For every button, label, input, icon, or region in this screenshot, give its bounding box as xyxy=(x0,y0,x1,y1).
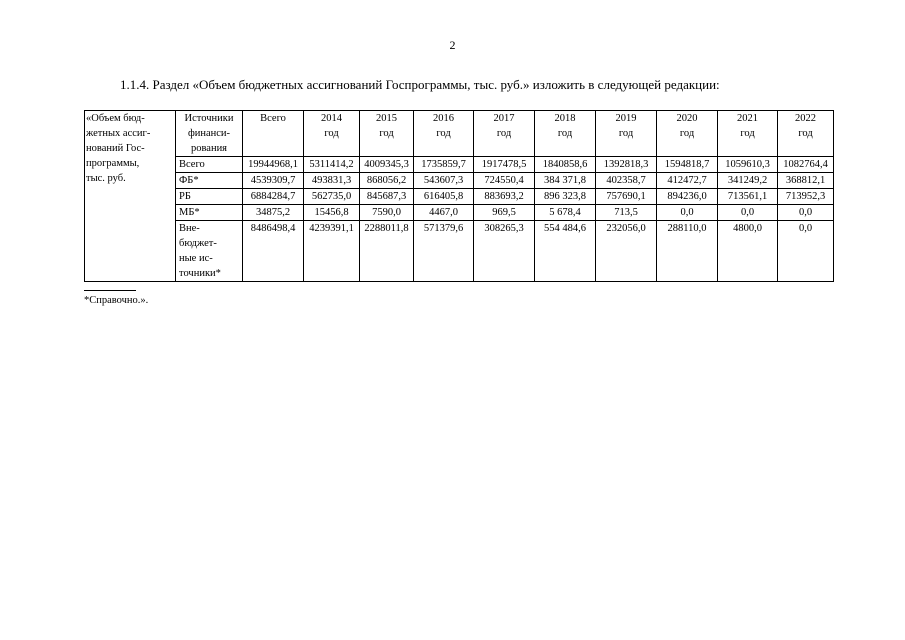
source-line: Вне- xyxy=(179,223,200,234)
value-cell: 724550,4 xyxy=(474,173,535,189)
value-cell: 0,0 xyxy=(657,205,718,221)
source-line: бюджет- xyxy=(179,238,217,249)
year-header-cell: 2015 год xyxy=(360,111,414,157)
year-header-cell: 2019 год xyxy=(596,111,657,157)
value-cell: 571379,6 xyxy=(414,221,474,282)
year-header-cell: 2022 год xyxy=(778,111,834,157)
value-cell: 0,0 xyxy=(778,221,834,282)
budget-description-cell xyxy=(85,111,176,282)
source-cell xyxy=(176,221,243,282)
value-cell: 894236,0 xyxy=(657,189,718,205)
footnote: *Справочно.». xyxy=(84,295,149,306)
value-cell: 1840858,6 xyxy=(535,157,596,173)
value-cell: 969,5 xyxy=(474,205,535,221)
value-cell: 4539309,7 xyxy=(243,173,304,189)
table-row xyxy=(85,221,834,282)
value-cell: 562735,0 xyxy=(304,189,360,205)
description-line: тыс. руб. xyxy=(86,173,126,184)
value-cell: 896 323,8 xyxy=(535,189,596,205)
value-cell: 0,0 xyxy=(718,205,778,221)
value-cell: 1392818,3 xyxy=(596,157,657,173)
source-header-cell xyxy=(176,111,243,157)
value-cell: 412472,7 xyxy=(657,173,718,189)
value-cell: 341249,2 xyxy=(718,173,778,189)
value-cell: 845687,3 xyxy=(360,189,414,205)
value-cell: 4009345,3 xyxy=(360,157,414,173)
value-cell: 1082764,4 xyxy=(778,157,834,173)
source-header-line: рования xyxy=(190,143,228,154)
table-row xyxy=(85,205,834,221)
value-cell: 543607,3 xyxy=(414,173,474,189)
footnote-divider xyxy=(84,290,136,291)
value-cell: 1594818,7 xyxy=(657,157,718,173)
value-cell: 713561,1 xyxy=(718,189,778,205)
year-header-cell: 2014 год xyxy=(304,111,360,157)
source-cell: МБ* xyxy=(176,205,243,221)
year-header-cell: 2016 год xyxy=(414,111,474,157)
total-header-cell: Всего xyxy=(243,111,304,157)
source-cell: РБ xyxy=(176,189,243,205)
value-cell: 402358,7 xyxy=(596,173,657,189)
budget-table xyxy=(84,110,834,282)
source-cell: ФБ* xyxy=(176,173,243,189)
value-cell: 8486498,4 xyxy=(243,221,304,282)
value-cell: 0,0 xyxy=(778,205,834,221)
year-header-cell: 2021 год xyxy=(718,111,778,157)
table-header-row xyxy=(85,111,834,157)
description-line: нований Гос- xyxy=(86,143,145,154)
value-cell: 616405,8 xyxy=(414,189,474,205)
source-line: точники* xyxy=(179,268,221,279)
source-line: ные ис- xyxy=(179,253,213,264)
value-cell: 757690,1 xyxy=(596,189,657,205)
value-cell: 713,5 xyxy=(596,205,657,221)
page-number: 2 xyxy=(449,38,456,52)
table-row xyxy=(85,157,834,173)
table-row xyxy=(85,173,834,189)
value-cell: 868056,2 xyxy=(360,173,414,189)
value-cell: 1735859,7 xyxy=(414,157,474,173)
value-cell: 493831,3 xyxy=(304,173,360,189)
value-cell: 368812,1 xyxy=(778,173,834,189)
value-cell: 19944968,1 xyxy=(243,157,304,173)
description-line: жетных ассиг- xyxy=(86,128,151,139)
source-header-line: финанси- xyxy=(187,128,231,139)
source-header-line: Источники xyxy=(184,113,234,124)
table-row xyxy=(85,189,834,205)
source-cell: Всего xyxy=(176,157,243,173)
value-cell: 4800,0 xyxy=(718,221,778,282)
value-cell: 34875,2 xyxy=(243,205,304,221)
value-cell: 288110,0 xyxy=(657,221,718,282)
value-cell: 2288011,8 xyxy=(360,221,414,282)
value-cell: 308265,3 xyxy=(474,221,535,282)
value-cell: 384 371,8 xyxy=(535,173,596,189)
value-cell: 883693,2 xyxy=(474,189,535,205)
year-header-cell: 2017 год xyxy=(474,111,535,157)
value-cell: 4239391,1 xyxy=(304,221,360,282)
value-cell: 554 484,6 xyxy=(535,221,596,282)
value-cell: 4467,0 xyxy=(414,205,474,221)
year-header-cell: 2018 год xyxy=(535,111,596,157)
year-header-cell: 2020 год xyxy=(657,111,718,157)
value-cell: 7590,0 xyxy=(360,205,414,221)
value-cell: 5 678,4 xyxy=(535,205,596,221)
value-cell: 1059610,3 xyxy=(718,157,778,173)
value-cell: 5311414,2 xyxy=(304,157,360,173)
value-cell: 15456,8 xyxy=(304,205,360,221)
description-line: программы, xyxy=(86,158,140,169)
value-cell: 6884284,7 xyxy=(243,189,304,205)
section-heading: 1.1.4. Раздел «Объем бюджетных ассигнований Госпрограммы, тыс. руб.» изложить в следующей редакции: xyxy=(120,77,720,92)
value-cell: 232056,0 xyxy=(596,221,657,282)
value-cell: 713952,3 xyxy=(778,189,834,205)
description-line: «Объем бюд- xyxy=(86,113,145,124)
value-cell: 1917478,5 xyxy=(474,157,535,173)
